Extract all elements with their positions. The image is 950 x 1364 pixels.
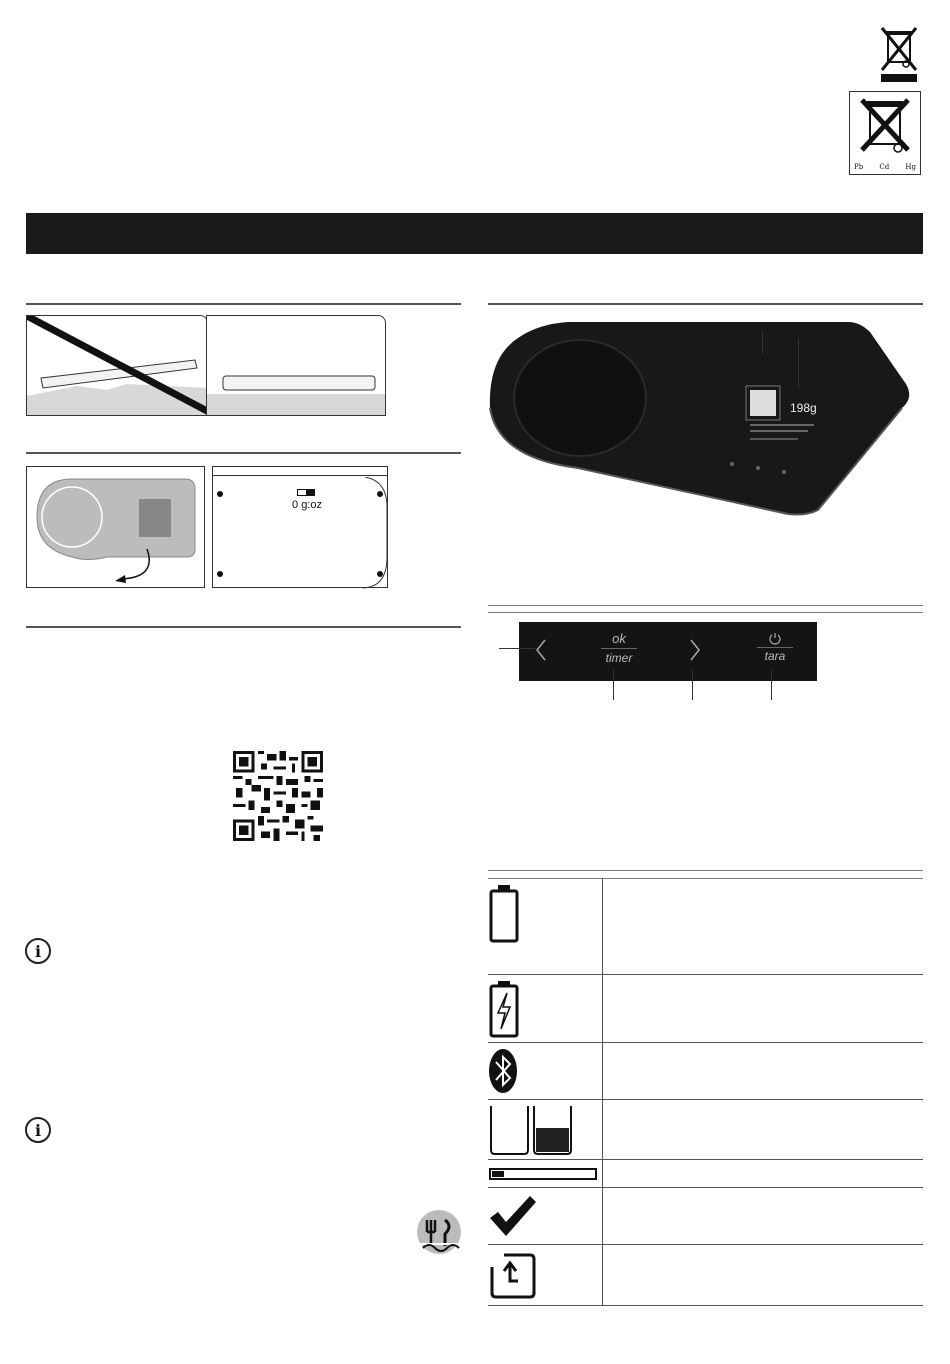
callout-line (613, 670, 614, 700)
ok-timer-button[interactable] (597, 632, 641, 672)
callout-line (692, 670, 693, 700)
metal-cd: Cd (879, 163, 890, 171)
chevron-left-button[interactable] (531, 634, 551, 666)
flip-scale-illustration (26, 466, 205, 588)
timer-label: timer (605, 651, 633, 665)
qr-code (233, 751, 323, 841)
chevron-left-icon (531, 634, 551, 666)
checkmark-icon (488, 1194, 538, 1240)
correct-placement-illustration (206, 315, 386, 416)
corner-dot-tl (217, 491, 223, 497)
underside-switch-panel (212, 466, 388, 588)
return-icon (488, 1251, 538, 1301)
table-row (488, 879, 923, 975)
section-rule-placement (26, 303, 461, 305)
unit-slide-switch[interactable] (297, 489, 315, 496)
callout-line (762, 330, 763, 354)
section-rule-switch (26, 452, 461, 454)
touch-control-panel (519, 622, 817, 681)
battery-empty-icon (488, 883, 520, 943)
metal-pb: Pb (854, 163, 864, 171)
bluetooth-icon (488, 1047, 518, 1095)
chevron-right-button[interactable] (685, 634, 705, 666)
battery-charging-icon (488, 979, 520, 1039)
section-rule-controls (488, 605, 923, 606)
scale-product-image (488, 318, 918, 518)
table-row (488, 1100, 923, 1160)
weee-bin-icon (878, 26, 920, 84)
progress-bar-icon (488, 1166, 600, 1182)
corner-dot-bl (217, 571, 223, 577)
crossed-bin-icon (850, 92, 920, 156)
metal-hg: Hg (905, 163, 916, 171)
table-row (488, 1160, 923, 1188)
callout-line (499, 648, 535, 649)
section-rule-controls-2 (488, 612, 923, 613)
power-tare-button[interactable] (753, 632, 797, 672)
no-dishwasher-icon (415, 1208, 463, 1256)
section-banner (26, 213, 923, 254)
battery-disposal-symbol (849, 91, 921, 175)
section-rule-app (26, 626, 461, 628)
callout-line (771, 670, 772, 700)
ok-label: ok (612, 631, 626, 646)
callout-line (798, 338, 799, 388)
scale-display-reading: 198g (790, 401, 817, 415)
info-icon: i (25, 938, 51, 964)
container-fill-icon (488, 1104, 578, 1156)
chevron-right-icon (685, 634, 705, 666)
unit-switch-label: 0 g:oz (292, 499, 322, 511)
table-row (488, 1043, 923, 1100)
wrong-placement-illustration (26, 315, 208, 416)
power-icon (768, 632, 782, 646)
icon-table-top-rule (488, 870, 923, 871)
table-row (488, 975, 923, 1043)
section-rule-overview (488, 303, 923, 305)
table-row (488, 1245, 923, 1306)
table-row (488, 1188, 923, 1245)
info-icon: i (25, 1117, 51, 1143)
tare-label: tara (764, 649, 786, 663)
